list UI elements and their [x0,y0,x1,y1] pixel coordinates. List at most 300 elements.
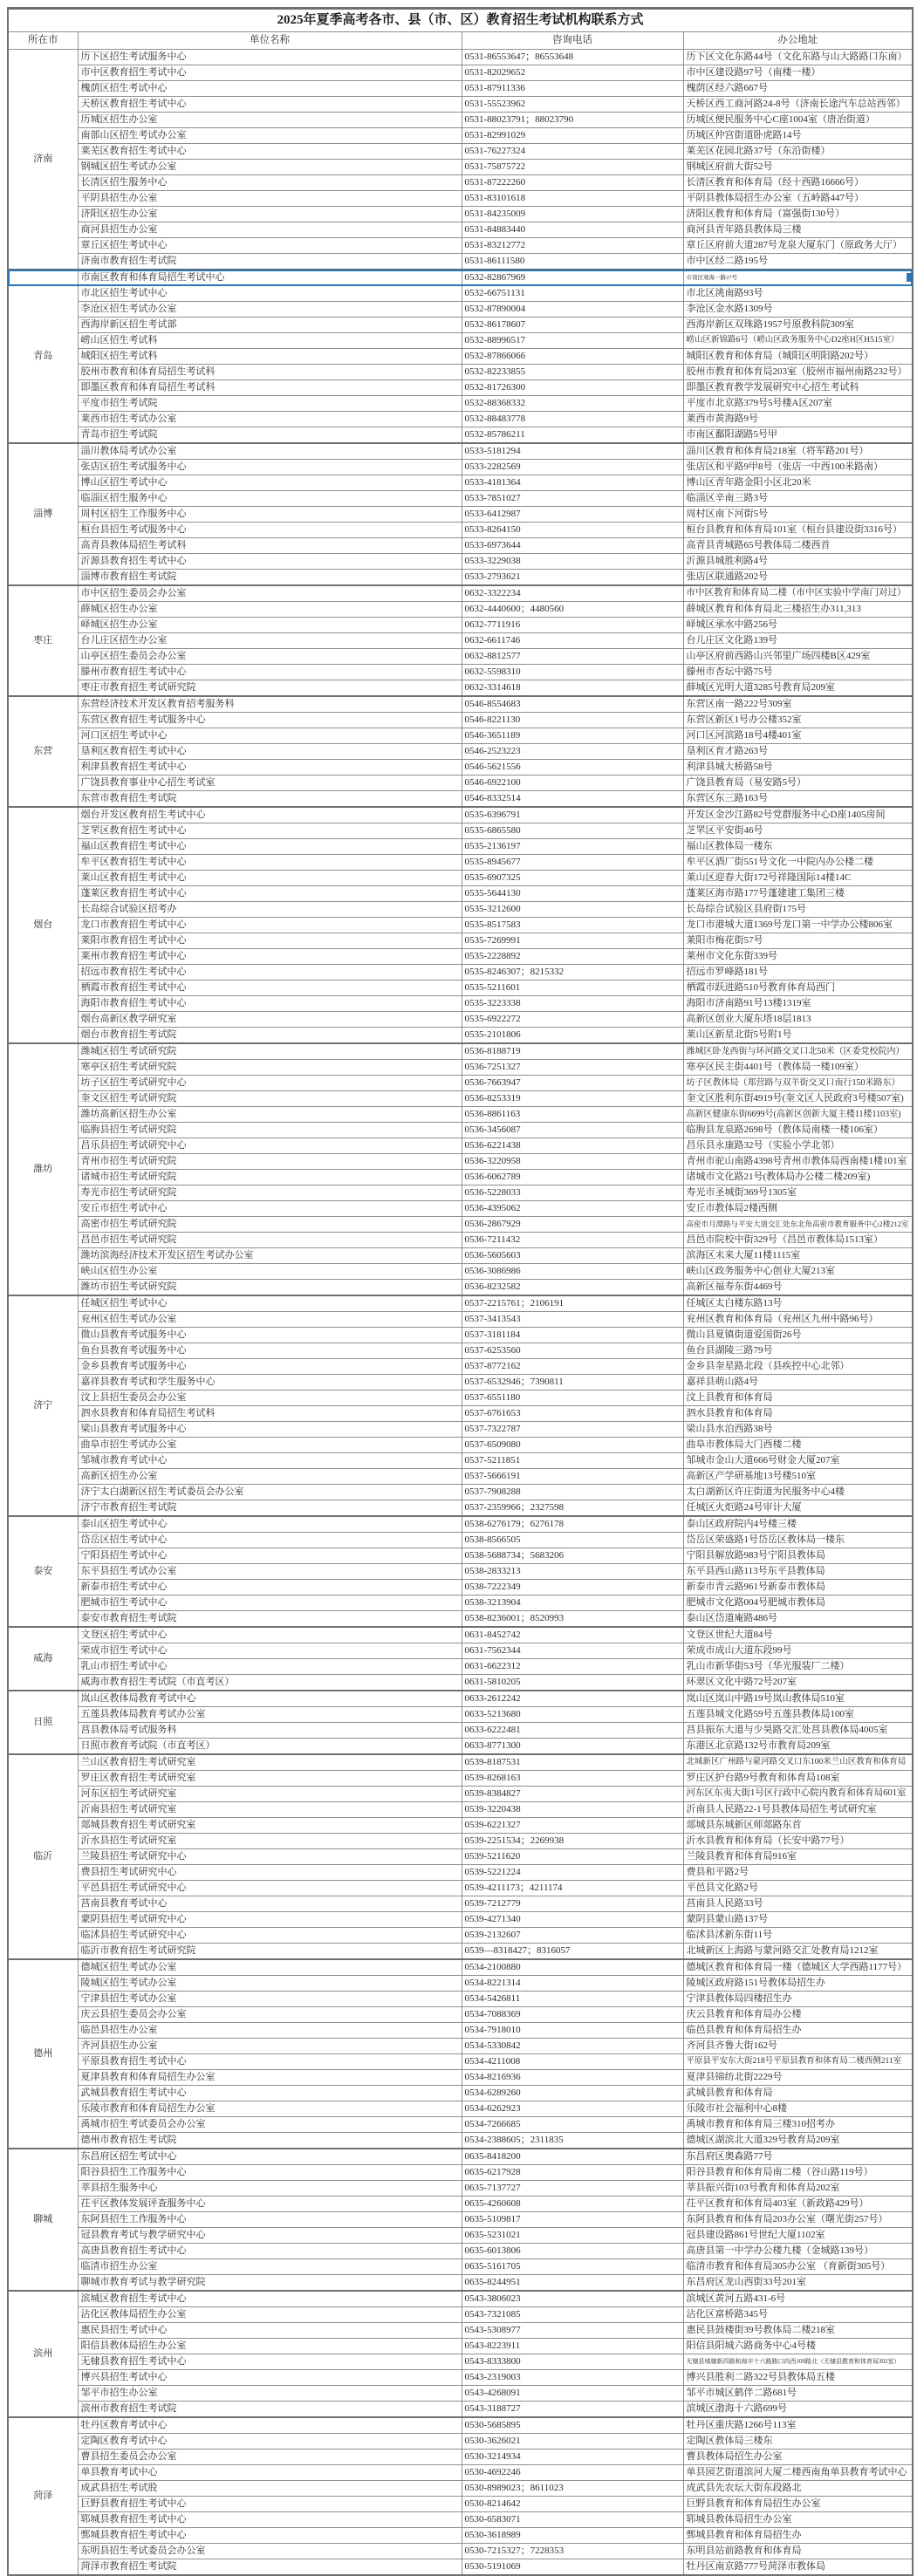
phone-cell[interactable]: 0536-4395062 [462,1201,683,1217]
unit-cell[interactable]: 罗庄区教育招生考试研究室 [78,1771,462,1787]
phone-cell[interactable]: 0635-5231021 [462,2228,683,2244]
unit-cell[interactable]: 济宁市教育招生考试院 [78,1500,462,1517]
unit-cell[interactable]: 市北区招生考试中心 [78,286,462,302]
unit-cell[interactable]: 博兴县招生考试中心 [78,2370,462,2386]
unit-cell[interactable]: 高唐县教育招生考试中心 [78,2244,462,2259]
address-cell[interactable]: 兖州区教育和体育局（兖州区九州中路96号） [683,1312,913,1328]
unit-cell[interactable]: 定陶区教育考试中心 [78,2434,462,2450]
address-cell[interactable]: 任城区火炬路24号审计大厦 [683,1500,913,1517]
city-label[interactable]: 菏泽 [8,2417,78,2575]
phone-cell[interactable]: 0532-86178607 [462,318,683,333]
unit-cell[interactable]: 新泰市招生考试中心 [78,1580,462,1595]
phone-cell[interactable]: 0531-87222260 [462,175,683,191]
unit-cell[interactable]: 高新区招生办公室 [78,1469,462,1485]
unit-cell[interactable]: 临沂市教育招生考试研究院 [78,1944,462,1960]
phone-cell[interactable]: 0534-2100880 [462,1959,683,1976]
address-cell[interactable]: 坊子区教体局（郑营路与双羊街交叉口南行150米路东） [683,1076,913,1091]
unit-cell[interactable]: 坊子区招生考试研究中心 [78,1076,462,1091]
phone-cell[interactable]: 0535-6865580 [462,823,683,839]
unit-cell[interactable]: 蓬莱区教育招生考试中心 [78,886,462,902]
address-cell[interactable]: 临沭县沭新东街11号 [683,1928,913,1944]
unit-cell[interactable]: 台儿庄区招生办公室 [78,633,462,649]
phone-cell[interactable]: 0635-7137727 [462,2181,683,2197]
address-cell[interactable]: 德城区湖滨北大道329号教育局209室 [683,2133,913,2149]
phone-cell[interactable]: 0534-7266685 [462,2117,683,2133]
phone-cell[interactable]: 0534-4211008 [462,2054,683,2070]
address-cell[interactable]: 博山区青年路金阳小区北20米 [683,475,913,491]
unit-cell[interactable]: 汶上县招生委员会办公室 [78,1390,462,1406]
unit-cell[interactable]: 历城区招生办公室 [78,113,462,128]
city-label[interactable]: 威海 [8,1627,78,1691]
phone-cell[interactable]: 0532-66751131 [462,286,683,302]
selection-handle[interactable] [907,273,913,282]
unit-cell[interactable]: 博山区招生考试中心 [78,475,462,491]
phone-cell[interactable]: 0538-2833213 [462,1564,683,1580]
address-cell[interactable]: 潍城区卧龙西街与环河路交叉口北50米（区委党校院内） [683,1043,913,1060]
address-cell[interactable]: 惠民县鼓楼街39号教体局二楼218室 [683,2323,913,2339]
address-cell[interactable]: 泗水县教育和体育局 [683,1406,913,1422]
unit-cell[interactable]: 曲阜市招生考试办公室 [78,1438,462,1453]
unit-cell[interactable]: 郯城县教育招生考试研究室 [78,1818,462,1834]
phone-cell[interactable]: 0539-6221327 [462,1818,683,1834]
address-cell[interactable]: 东港区北京路132号市教育局209室 [683,1739,913,1755]
address-cell[interactable]: 张店区和平路9甲8号（张店一中西100米路南） [683,460,913,475]
address-cell[interactable]: 青州市驼山南路4398号青州市教体局西南楼1楼101室 [683,1154,913,1170]
phone-cell[interactable]: 0530-5685895 [462,2417,683,2434]
unit-cell[interactable]: 河口区招生考试中心 [78,728,462,744]
city-label[interactable]: 聊城 [8,2149,78,2291]
phone-cell[interactable]: 0633-6222481 [462,1723,683,1739]
address-cell[interactable]: 利津县城大桥路58号 [683,760,913,776]
unit-cell[interactable]: 高青县教体局招生考试科 [78,538,462,554]
phone-cell[interactable]: 0539-4211173；4211174 [462,1881,683,1896]
address-cell[interactable]: 平邑县文化路2号 [683,1881,913,1896]
phone-cell[interactable]: 0631-8452742 [462,1627,683,1643]
unit-cell[interactable]: 沂水县招生考试研究室 [78,1834,462,1849]
address-cell[interactable]: 栖霞市跃进路510号教育体育局西门 [683,981,913,996]
phone-cell[interactable]: 0546-8221130 [462,713,683,728]
address-cell[interactable]: 莱山区迎春大街172号祥隆国际14楼14C [683,871,913,886]
unit-cell[interactable]: 钢城区招生考试办公室 [78,160,462,175]
phone-cell[interactable]: 0535-2228892 [462,949,683,965]
unit-cell[interactable]: 济阳区招生办公室 [78,207,462,222]
unit-cell[interactable]: 安丘市招生考试中心 [78,1201,462,1217]
city-label[interactable]: 淄博 [8,443,78,585]
phone-cell[interactable]: 0631-5810205 [462,1675,683,1691]
address-cell[interactable]: 宁津县教体局四楼招生办 [683,1992,913,2007]
unit-cell[interactable]: 潍坊高新区招生办公室 [78,1107,462,1123]
address-cell[interactable]: 滕州市杏坛中路75号 [683,665,913,680]
phone-cell[interactable]: 0538-7222349 [462,1580,683,1595]
unit-cell[interactable]: 成武县招生考试股 [78,2481,462,2497]
phone-cell[interactable]: 0535-8246307；8215332 [462,965,683,981]
phone-cell[interactable]: 0543-8333800 [462,2354,683,2370]
unit-cell[interactable]: 巨野县教育招生考试中心 [78,2497,462,2512]
phone-cell[interactable]: 0538-6276179；6276178 [462,1516,683,1533]
phone-cell[interactable]: 0531-55523962 [462,97,683,113]
unit-cell[interactable]: 沾化区教体局招生办公室 [78,2307,462,2323]
address-cell[interactable]: 高新区福寿东街4469号 [683,1280,913,1296]
phone-cell[interactable]: 0532-88483778 [462,412,683,427]
address-cell[interactable]: 海阳市济南路91号13楼1319室 [683,996,913,1012]
phone-cell[interactable]: 0535-3223338 [462,996,683,1012]
address-cell[interactable]: 平度市北京路379号5号楼A区207室 [683,396,913,412]
unit-cell[interactable]: 烟台高新区教学研究室 [78,1012,462,1028]
address-cell[interactable]: 滨城区黄河五路431-6号 [683,2291,913,2307]
phone-cell[interactable]: 0537-2215761；2106191 [462,1295,683,1312]
phone-cell[interactable]: 0536-3456087 [462,1123,683,1138]
address-cell[interactable]: 齐河县齐鲁大街162号 [683,2039,913,2054]
phone-cell[interactable]: 0530-3626021 [462,2434,683,2450]
address-cell[interactable]: 肥城市文化路004号肥城市教体局 [683,1595,913,1611]
phone-cell[interactable]: 0536-8253319 [462,1091,683,1107]
address-cell[interactable]: 岚山区岚山中路19号岚山教体局510室 [683,1691,913,1707]
phone-cell[interactable]: 0531-84883440 [462,222,683,238]
unit-cell[interactable]: 牟平区教育招生考试中心 [78,855,462,871]
address-cell[interactable]: 成武县先农坛大街东段路北 [683,2481,913,2497]
phone-cell[interactable]: 0535-6396791 [462,807,683,823]
phone-cell[interactable]: 0535-7269991 [462,933,683,949]
phone-cell[interactable]: 0533-7851027 [462,491,683,507]
address-cell[interactable]: 奎文区胜利东街4919号(奎文区人民政府3号楼507室) [683,1091,913,1107]
unit-cell[interactable]: 胶州市教育和体育局招生考试科 [78,365,462,380]
phone-cell[interactable]: 0531-86111580 [462,254,683,270]
phone-cell[interactable]: 0539-8187531 [462,1754,683,1771]
phone-cell[interactable]: 0534-5426811 [462,1992,683,2007]
address-cell[interactable]: 沂水县教育和体育局（长安中路77号） [683,1834,913,1849]
address-cell[interactable]: 高新区产学研基地13号楼510室 [683,1469,913,1485]
address-cell[interactable]: 冠县建设路861号世纪大厦1102室 [683,2228,913,2244]
phone-cell[interactable]: 0635-6217928 [462,2165,683,2181]
phone-cell[interactable]: 0632-3322234 [462,585,683,602]
unit-cell[interactable]: 无棣县教育招生考试中心 [78,2354,462,2370]
phone-cell[interactable]: 0531-83212772 [462,238,683,254]
address-cell[interactable]: 莘县振兴街103号教育和体育局202室 [683,2181,913,2197]
unit-cell[interactable]: 章丘区招生考试中心 [78,238,462,254]
phone-cell[interactable]: 0531-84235009 [462,207,683,222]
city-label[interactable]: 临沂 [8,1754,78,1959]
unit-cell[interactable]: 东营区教育招生考试服务中心 [78,713,462,728]
address-cell[interactable]: 东营区南一路222号309室 [683,696,913,713]
address-cell[interactable]: 高青县青城路65号教体局二楼西首 [683,538,913,554]
unit-cell[interactable]: 平邑县招生考试研究中心 [78,1881,462,1896]
address-cell[interactable]: 历城区便民服务中心C座1004室（唐冶街道） [683,113,913,128]
unit-cell[interactable]: 东营经济技术开发区教育招考服务科 [78,696,462,713]
phone-cell[interactable]: 0534-7918010 [462,2023,683,2039]
address-cell[interactable]: 临朐县龙泉路2698号（教体局南楼一楼106室） [683,1123,913,1138]
phone-cell[interactable]: 0531-83101618 [462,191,683,207]
unit-cell[interactable]: 市南区教育和体育局招生考试中心 [78,270,462,286]
address-cell[interactable]: 蒙阴县蒙山路137号 [683,1912,913,1928]
address-cell[interactable]: 阳信县阳城六路商务中心4号楼 [683,2339,913,2354]
unit-cell[interactable]: 天桥区教育招生考试中心 [78,97,462,113]
address-cell[interactable]: 钢城区府前大街52号 [683,160,913,175]
unit-cell[interactable]: 潍城区招生考试研究院 [78,1043,462,1060]
phone-cell[interactable]: 0535-3212600 [462,902,683,918]
address-cell[interactable]: 高唐县第一中学办公楼九楼（金城路139号） [683,2244,913,2259]
unit-cell[interactable]: 临清市招生办公室 [78,2259,462,2275]
phone-cell[interactable]: 0633-8771300 [462,1739,683,1755]
city-label[interactable]: 济宁 [8,1295,78,1516]
address-cell[interactable]: 高新区健康东街6699号(高新区创新大厦主楼11楼1103室) [683,1107,913,1123]
address-cell[interactable]: 鄄城县教育和体育局招生办 [683,2528,913,2544]
address-cell[interactable]: 五莲县城文化路59号五莲县教体局100室 [683,1707,913,1723]
unit-cell[interactable]: 莱阳市教育招生考试中心 [78,933,462,949]
phone-cell[interactable]: 0537-6551180 [462,1390,683,1406]
address-cell[interactable]: 李沧区金水路1309号 [683,302,913,318]
unit-cell[interactable]: 泰安市教育招生考试院 [78,1611,462,1628]
address-cell[interactable]: 槐荫区经六路667号 [683,81,913,97]
address-cell[interactable]: 鱼台县湖陵三路79号 [683,1343,913,1359]
unit-cell[interactable]: 龙口市教育招生考试中心 [78,918,462,933]
unit-cell[interactable]: 薛城区招生办公室 [78,602,462,618]
address-cell[interactable]: 长岛综合试验区县府街175号 [683,902,913,918]
unit-cell[interactable]: 潍坊市招生考试研究院 [78,1280,462,1296]
unit-cell[interactable]: 文登区招生考试中心 [78,1627,462,1643]
address-cell[interactable]: 金乡县奎星路北段（县疾控中心北邻） [683,1359,913,1375]
phone-cell[interactable]: 0530-3618989 [462,2528,683,2544]
address-cell[interactable]: 长清区教育和体育局（经十西路16666号） [683,175,913,191]
unit-cell[interactable]: 商河县招生办公室 [78,222,462,238]
address-cell[interactable]: 曹县教体局招生办公室 [683,2450,913,2465]
unit-cell[interactable]: 河东区招生考试研究室 [78,1787,462,1802]
address-cell[interactable]: 博兴县胜利二路322号县教体局五楼 [683,2370,913,2386]
address-cell[interactable]: 牡丹区重庆路1266号113室 [683,2417,913,2434]
city-label[interactable]: 日照 [8,1691,78,1754]
phone-cell[interactable]: 0534-8216936 [462,2070,683,2086]
address-cell[interactable]: 崂山区新锦路6号（崂山区政务服务中心D2座H区H515室） [683,333,913,349]
address-cell[interactable]: 牟平区酒厂街551号文化一中院内办公楼二楼 [683,855,913,871]
address-cell[interactable]: 太白湖新区许庄街道为民服务中心4楼 [683,1485,913,1500]
unit-cell[interactable]: 东明县招生考试委员会办公室 [78,2544,462,2559]
address-cell[interactable]: 郯城县东城新区师郯路东首 [683,1818,913,1834]
city-label[interactable]: 德州 [8,1959,78,2149]
unit-cell[interactable]: 长清区招生服务中心 [78,175,462,191]
address-cell[interactable]: 汶上县教育和体育局 [683,1390,913,1406]
unit-cell[interactable]: 任城区招生考试中心 [78,1295,462,1312]
unit-cell[interactable]: 单县教育考试中心 [78,2465,462,2481]
unit-cell[interactable]: 奎文区招生考试研究院 [78,1091,462,1107]
address-cell[interactable]: 德城区教育和体育局一楼（德城区大学西路1177号） [683,1959,913,1976]
unit-cell[interactable]: 武城县教育招生考试中心 [78,2086,462,2101]
unit-cell[interactable]: 肥城市招生考试中心 [78,1595,462,1611]
address-cell[interactable]: 临淄区辛南三路3号 [683,491,913,507]
unit-cell[interactable]: 即墨区教育和体育局招生考试科 [78,380,462,396]
phone-cell[interactable]: 0536-2867929 [462,1217,683,1233]
phone-cell[interactable]: 0538-5688734；5683206 [462,1548,683,1564]
phone-cell[interactable]: 0530-7215327；7228353 [462,2544,683,2559]
unit-cell[interactable]: 兰山区教育招生考试研究室 [78,1754,462,1771]
address-cell[interactable]: 费县和平路2号 [683,1865,913,1881]
address-cell[interactable]: 莒南县人民路33号 [683,1896,913,1912]
address-cell[interactable]: 广饶县教育局（易安路5号） [683,776,913,791]
unit-cell[interactable]: 滕州市教育招生考试中心 [78,665,462,680]
phone-cell[interactable]: 0543-7321085 [462,2307,683,2323]
address-cell[interactable]: 任城区太白楼东路13号 [683,1295,913,1312]
unit-cell[interactable]: 费县招生考试研究中心 [78,1865,462,1881]
phone-cell[interactable]: 0546-8332514 [462,791,683,808]
unit-cell[interactable]: 禹城市招生考试委员会办公室 [78,2117,462,2133]
unit-cell[interactable]: 惠民县招生考试中心 [78,2323,462,2339]
address-cell[interactable]: 禹城市教育和体育局三楼310招考办 [683,2117,913,2133]
phone-cell[interactable]: 0635-8418200 [462,2149,683,2165]
address-cell[interactable]: 峡山区政务服务中心创业大厦213室 [683,1264,913,1280]
unit-cell[interactable]: 邹平市招生办公室 [78,2386,462,2402]
phone-cell[interactable]: 0532-82233855 [462,365,683,380]
phone-cell[interactable]: 0632-8812577 [462,649,683,665]
address-cell[interactable]: 临清市教育和体育局305办公室 （育新街305号） [683,2259,913,2275]
unit-cell[interactable]: 五莲县教体局教育考试办公室 [78,1707,462,1723]
unit-cell[interactable]: 东阿县招生工作服务中心 [78,2212,462,2228]
phone-cell[interactable]: 0543-2319003 [462,2370,683,2386]
city-label[interactable]: 烟台 [8,807,78,1043]
city-label[interactable]: 东营 [8,696,78,807]
unit-cell[interactable]: 历下区招生考试服务中心 [78,50,462,65]
phone-cell[interactable]: 0536-3086986 [462,1264,683,1280]
city-label[interactable]: 潍坊 [8,1043,78,1295]
address-cell[interactable]: 单县园艺街道滨河大厦二楼西南角单县教育考试中心 [683,2465,913,2481]
phone-cell[interactable]: 0537-7908288 [462,1485,683,1500]
unit-cell[interactable]: 海阳市教育招生考试中心 [78,996,462,1012]
phone-cell[interactable]: 0533-5181294 [462,443,683,460]
address-cell[interactable]: 安丘市教体局2楼西侧 [683,1201,913,1217]
address-cell[interactable]: 武城县教育和体育局 [683,2086,913,2101]
phone-cell[interactable]: 0534-6262923 [462,2101,683,2117]
address-cell[interactable]: 莱芜区花园北路37号（东沿街楼） [683,144,913,160]
address-cell[interactable]: 即墨区教育教学发展研究中心招生考试科 [683,380,913,396]
unit-cell[interactable]: 茌平区教体发展评查服务中心 [78,2197,462,2212]
unit-cell[interactable]: 夏津县教育和体育局招生办公室 [78,2070,462,2086]
address-cell[interactable]: 蓬莱区海市路177号蓬建建工集团三楼 [683,886,913,902]
unit-cell[interactable]: 西海岸新区招生考试部 [78,318,462,333]
unit-cell[interactable]: 岚山区教体局教育考试中心 [78,1691,462,1707]
phone-cell[interactable]: 0533-3229038 [462,554,683,570]
phone-cell[interactable]: 0543-4268091 [462,2386,683,2402]
phone-cell[interactable]: 0539-8384827 [462,1787,683,1802]
address-cell[interactable]: 荣成市成山大道东段99号 [683,1643,913,1659]
address-cell[interactable]: 宁阳县解放路983号宁阳县教体局 [683,1548,913,1564]
address-cell[interactable]: 莱州市文化东街339号 [683,949,913,965]
address-cell[interactable]: 兰陵县教育和体育局916室 [683,1849,913,1865]
phone-cell[interactable]: 0534-6289260 [462,2086,683,2101]
address-cell[interactable]: 峄城区承水中路256号 [683,618,913,633]
phone-cell[interactable]: 0546-3651189 [462,728,683,744]
address-cell[interactable]: 薛城区光明大道3285号教育局209室 [683,680,913,697]
phone-cell[interactable]: 0533-6412987 [462,507,683,523]
phone-cell[interactable]: 0537-3181184 [462,1328,683,1343]
address-cell[interactable]: 沾化区富桥路345号 [683,2307,913,2323]
phone-cell[interactable]: 0530-3214934 [462,2450,683,2465]
unit-cell[interactable]: 泗水县教育和体育局招生考试科 [78,1406,462,1422]
phone-cell[interactable]: 0537-5211851 [462,1453,683,1469]
unit-cell[interactable]: 滨州市教育招生考试院 [78,2402,462,2418]
unit-cell[interactable]: 长岛综合试验区招考办 [78,902,462,918]
unit-cell[interactable]: 岱岳区招生考试中心 [78,1533,462,1548]
unit-cell[interactable]: 菏泽市教育招生考试院 [78,2559,462,2576]
phone-cell[interactable]: 0539-8268163 [462,1771,683,1787]
unit-cell[interactable]: 郓城县教育招生考试中心 [78,2512,462,2528]
phone-cell[interactable]: 0533-8264150 [462,523,683,538]
address-cell[interactable]: 胶州市教育和体育局203室（胶州市福州南路232号） [683,365,913,380]
phone-cell[interactable]: 0534-2388605；2311835 [462,2133,683,2149]
address-cell[interactable]: 商河县青年路县教体局三楼 [683,222,913,238]
phone-cell[interactable]: 0533-2793621 [462,570,683,586]
unit-cell[interactable]: 烟台开发区教育招生考试中心 [78,807,462,823]
unit-cell[interactable]: 青州市招生考试研究院 [78,1154,462,1170]
unit-cell[interactable]: 市中区教育招生考试中心 [78,65,462,81]
unit-cell[interactable]: 峡山区招生办公室 [78,1264,462,1280]
address-cell[interactable]: 微山县夏镇街道爱国街26号 [683,1328,913,1343]
unit-cell[interactable]: 市中区招生委员会办公室 [78,585,462,602]
phone-cell[interactable]: 0632-5598310 [462,665,683,680]
phone-cell[interactable]: 0536-6062789 [462,1170,683,1186]
phone-cell[interactable]: 0537-6253560 [462,1343,683,1359]
phone-cell[interactable]: 0536-6221438 [462,1138,683,1154]
unit-cell[interactable]: 阳谷县招生工作服务中心 [78,2165,462,2181]
unit-cell[interactable]: 广饶县教育事业中心招生考试室 [78,776,462,791]
phone-cell[interactable]: 0631-6622312 [462,1659,683,1675]
phone-cell[interactable]: 0539-4271340 [462,1912,683,1928]
unit-cell[interactable]: 寿光市招生考试研究院 [78,1186,462,1201]
unit-cell[interactable]: 淄博市教育招生考试院 [78,570,462,586]
phone-cell[interactable]: 0543-8223911 [462,2339,683,2354]
address-cell[interactable]: 天桥区西工商河路24-8号（济南长途汽车总站西邻） [683,97,913,113]
phone-cell[interactable]: 0530-5191069 [462,2559,683,2576]
address-cell[interactable]: 莱山区新星北街5号附1号 [683,1028,913,1044]
phone-cell[interactable]: 0536-7211432 [462,1233,683,1248]
unit-cell[interactable]: 高密市招生考试研究院 [78,1217,462,1233]
unit-cell[interactable]: 威海市教育招生考试院（市直考区） [78,1675,462,1691]
address-cell[interactable]: 河东区东夷大街1号区行政中心院内教育和体育局601室 [683,1787,913,1802]
phone-cell[interactable]: 0535-8517583 [462,918,683,933]
unit-cell[interactable]: 邹城市教育考试中心 [78,1453,462,1469]
unit-cell[interactable]: 聊城市教育考试与教学研究院 [78,2275,462,2292]
address-cell[interactable]: 莱西市黄海路9号 [683,412,913,427]
unit-cell[interactable]: 利津县教育招生考试中心 [78,760,462,776]
address-cell[interactable]: 罗庄区护台路9号教育和体育局108室 [683,1771,913,1787]
address-cell[interactable]: 桓台县教育和体育局101室（桓台县建设街3316号） [683,523,913,538]
unit-cell[interactable]: 乐陵市教育和体育局招生办公室 [78,2101,462,2117]
unit-cell[interactable]: 崂山区招生考试科 [78,333,462,349]
phone-cell[interactable]: 0537-7322787 [462,1422,683,1438]
city-label[interactable]: 枣庄 [8,585,78,696]
address-cell[interactable]: 无棣县城棣新四路和海丰十六路路口向西100路北（无棣县教育和体育局302室） [683,2354,913,2370]
unit-cell[interactable]: 乳山市招生考试中心 [78,1659,462,1675]
address-cell[interactable]: 昌乐县永康路32号（实验小学北邻） [683,1138,913,1154]
address-cell[interactable]: 北城新区上海路与蒙河路交汇处教育局1212室 [683,1944,913,1960]
phone-cell[interactable]: 0536-3220958 [462,1154,683,1170]
phone-cell[interactable]: 0535-2136197 [462,839,683,855]
address-cell[interactable]: 梁山县水泊西路38号 [683,1422,913,1438]
address-cell[interactable]: 茌平区教育和体育局403室（新政路429号） [683,2197,913,2212]
address-cell[interactable]: 济阳区教育和体育局（富强街130号） [683,207,913,222]
address-cell[interactable]: 东平县西山路113号东平县教体局 [683,1564,913,1580]
phone-cell[interactable]: 0530-8214642 [462,2497,683,2512]
address-cell[interactable]: 东营区东三路163号 [683,791,913,808]
unit-cell[interactable]: 兰陵县招生考试研究中心 [78,1849,462,1865]
phone-cell[interactable]: 0546-6922100 [462,776,683,791]
unit-cell[interactable]: 垦利区教育招生考试中心 [78,744,462,760]
address-cell[interactable]: 岱岳区荣盛路1号岱岳区教体局一楼东 [683,1533,913,1548]
address-cell[interactable]: 市南区鄱阳湖路5号甲 [683,427,913,444]
phone-cell[interactable]: 0543-3188727 [462,2402,683,2418]
address-cell[interactable]: 周村区南下河街5号 [683,507,913,523]
address-cell[interactable]: 莒县振东大道与少昊路交汇处莒县教体局4005室 [683,1723,913,1739]
address-cell[interactable]: 山亭区府前西路山兴邻里广场四楼B区429室 [683,649,913,665]
phone-cell[interactable]: 0536-7251327 [462,1060,683,1076]
address-cell[interactable]: 东营区新区1号办公楼352室 [683,713,913,728]
address-cell[interactable]: 福山区教体局一楼东 [683,839,913,855]
